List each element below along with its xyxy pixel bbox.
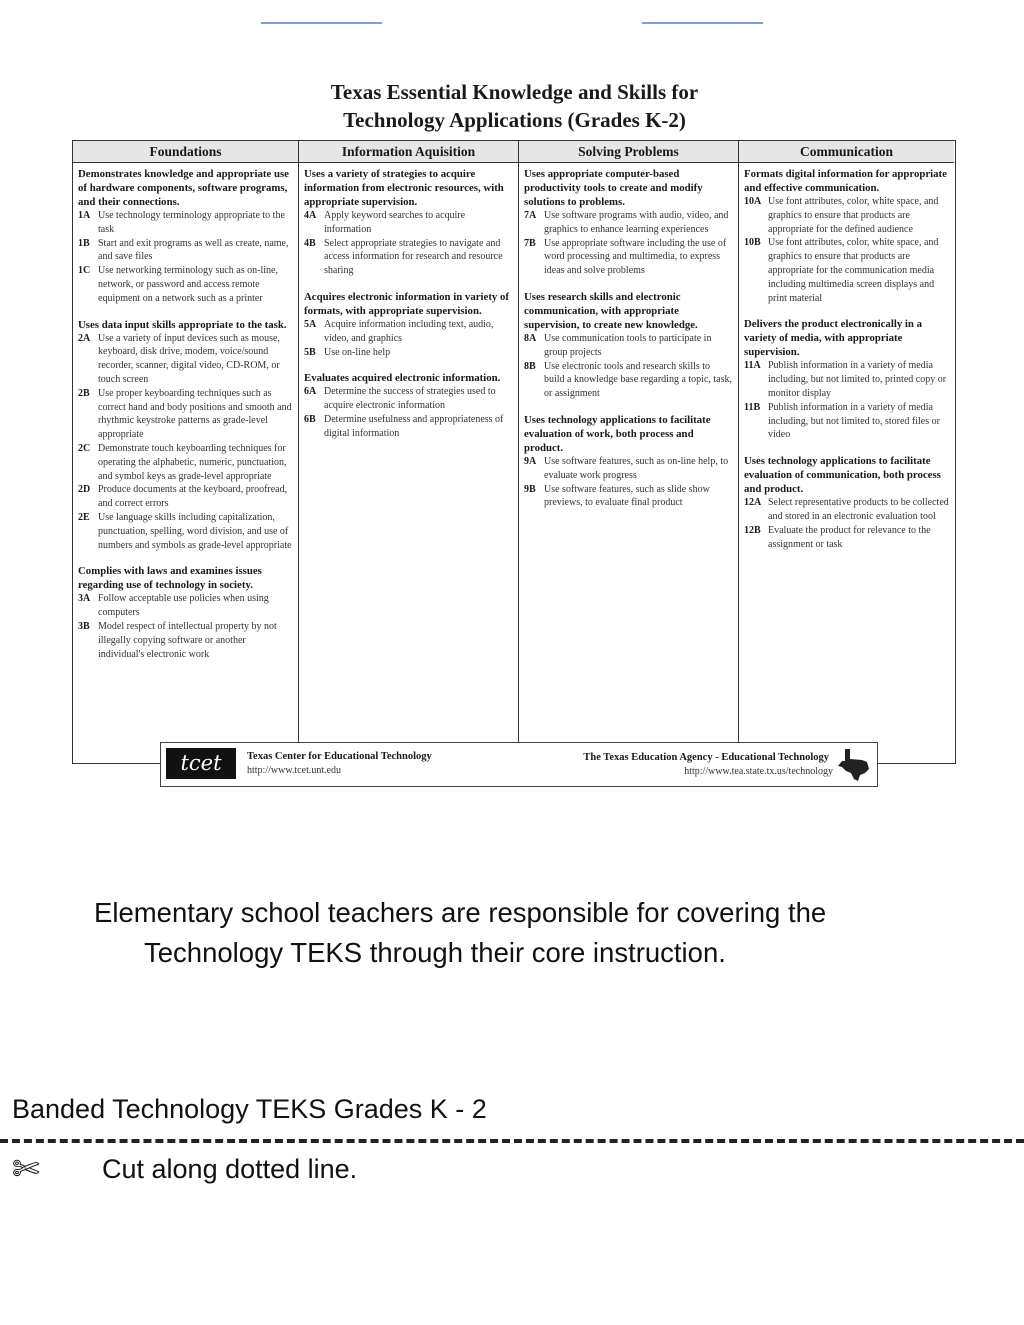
item-code: 2B — [78, 387, 90, 399]
item-code: 1C — [78, 265, 91, 277]
teks-item — [744, 195, 949, 236]
column-header: Information Aquisition — [299, 141, 518, 163]
item-text: Use on-line help — [324, 346, 391, 358]
item-text: Demonstrate touch keyboarding techniques for operating the alphabetic, numeric, punctuation, and symbol keys as grade-level appropriate — [98, 442, 287, 482]
item-code: 12A — [744, 497, 762, 509]
item-text: Determine usefulness and appropriateness of digital information — [324, 413, 504, 439]
tea-name: The Texas Education Agency - Educational Technology — [583, 752, 829, 763]
item-code: 1A — [78, 210, 91, 221]
top-rule-right — [642, 22, 763, 24]
item-code: 3A — [78, 593, 91, 605]
teks-item — [78, 237, 293, 265]
teks-item — [78, 511, 293, 552]
item-text: Use a variety of input devices such as mouse, keyboard, disk drive, modem, voice/sound recorder, scanner, digital video, CD-ROM, or touch screen — [98, 332, 280, 385]
teks-item — [524, 483, 733, 511]
item-text: Start and exit programs as well as create, name, and save files — [98, 237, 289, 263]
item-text: Model respect of intellectual property by not illegally copying software or another individual's electronic work — [98, 620, 277, 660]
item-text: Apply keyword searches to acquire information — [324, 210, 466, 235]
section-heading: Demonstrates knowledge and appropriate use of hardware components, software programs, and their connections. — [78, 168, 289, 208]
teks-table — [72, 140, 956, 764]
top-rule-left — [261, 22, 382, 24]
column-header: Foundations — [73, 141, 298, 163]
item-code: 5B — [304, 346, 316, 358]
item-code: 11A — [744, 360, 761, 372]
item-text: Use technology terminology appropriate to the task — [98, 210, 285, 235]
teks-item — [304, 209, 513, 237]
teks-item — [524, 237, 733, 278]
teks-item — [304, 318, 513, 346]
teks-item — [744, 496, 949, 524]
column-solving-problems — [518, 141, 738, 763]
title-line-2: Technology Applications (Grades K-2) — [343, 108, 686, 132]
item-text: Use font attributes, color, white space, and graphics to ensure that products are appropriate for the communication media including multimedia screen displays and print material — [768, 237, 939, 304]
banded-title: Banded Technology TEKS Grades K - 2 — [12, 1094, 487, 1124]
section-heading: Uses a variety of strategies to acquire information from electronic resources, with appropriate supervision. — [304, 168, 504, 208]
item-code: 12B — [744, 524, 761, 536]
column-foundations — [73, 141, 298, 763]
teks-item — [304, 413, 513, 441]
teks-item — [78, 387, 293, 442]
teks-item — [78, 442, 293, 483]
item-text: Evaluate the product for relevance to the assignment or task — [768, 524, 931, 550]
section-heading: Uses appropriate computer-based productivity tools to create and modify solutions to problems. — [524, 168, 703, 208]
item-code: 2C — [78, 442, 91, 454]
item-text: Follow acceptable use policies when using computers — [98, 593, 269, 619]
item-text: Publish information in a variety of media including, but not limited to, printed copy or monitor display — [768, 360, 947, 399]
item-code: 6B — [304, 413, 316, 425]
teks-item — [78, 483, 293, 511]
tcet-url: http://www.tcet.unt.edu — [247, 765, 342, 776]
item-text: Use software programs with audio, video, and graphics to enhance learning experiences — [544, 210, 729, 235]
statement-line-1: Elementary school teachers are responsible for covering the — [94, 897, 827, 928]
item-code: 4B — [304, 237, 316, 249]
item-text: Use communication tools to participate in group projects — [544, 332, 712, 358]
teks-item — [304, 385, 513, 413]
cut-line — [0, 1139, 1024, 1143]
column-communication — [738, 141, 954, 763]
item-text: Produce documents at the keyboard, proofread, and correct errors — [98, 484, 288, 510]
tcet-name: Texas Center for Educational Technology — [247, 751, 432, 762]
texas-map-icon — [836, 747, 872, 783]
item-text: Publish information in a variety of media including, but not limited to, stored files or video — [768, 401, 940, 441]
item-code: 8A — [524, 332, 537, 344]
item-text: Select representative products to be collected and stored in an electronic evaluation tool — [768, 497, 949, 522]
teks-item — [78, 264, 293, 305]
document-title — [72, 78, 957, 134]
item-text: Use software features, such as slide show previews, to evaluate final product — [544, 483, 710, 509]
teks-item — [78, 209, 293, 237]
teks-item — [744, 359, 949, 400]
cut-instruction: Cut along dotted line. — [102, 1154, 358, 1184]
item-text: Determine the success of strategies used to acquire electronic information — [324, 386, 496, 412]
title-line-1: Texas Essential Knowledge and Skills for — [330, 80, 699, 104]
item-text: Use font attributes, color, white space, and graphics to ensure that products are appropriate for the defined audience — [768, 196, 939, 235]
item-code: 9B — [524, 483, 536, 495]
item-code: 5A — [304, 318, 317, 330]
item-code: 2E — [78, 511, 90, 523]
column-header: Solving Problems — [519, 141, 738, 163]
item-text: Use software features, such as on-line help, to evaluate work progress — [544, 455, 729, 481]
item-text: Use electronic tools and research skills to build a knowledge base regarding a topic, task, or assignment — [544, 360, 732, 400]
section-heading: Uses research skills and electronic communication, with appropriate supervision, to create new knowledge. — [524, 290, 698, 331]
item-code: 11B — [744, 401, 761, 413]
column-information-aquisition — [298, 141, 518, 763]
teks-item — [304, 237, 513, 278]
section-heading: Delivers the product electronically in a variety of media, with appropriate supervision. — [744, 318, 923, 359]
item-text: Select appropriate strategies to navigate and access information for research and resource sharing — [324, 237, 503, 277]
item-text: Acquire information including text, audio, video, and graphics — [324, 318, 494, 344]
column-body — [73, 163, 298, 661]
statement — [94, 893, 924, 973]
teks-item — [524, 455, 733, 483]
item-code: 6A — [304, 386, 317, 398]
column-body — [519, 163, 738, 510]
item-code: 1B — [78, 237, 90, 249]
teks-item — [304, 346, 513, 360]
teks-item — [744, 401, 949, 442]
item-code: 4A — [304, 210, 317, 221]
teks-item — [744, 524, 949, 552]
item-code: 7A — [524, 210, 537, 221]
item-text: Use appropriate software including the use of word processing and multimedia, to express ideas and solve problems — [544, 237, 727, 277]
item-code: 10A — [744, 196, 762, 207]
column-header: Communication — [739, 141, 954, 163]
column-body — [299, 163, 518, 441]
teks-item — [78, 332, 293, 387]
tea-url: http://www.tea.state.tx.us/technology — [684, 766, 833, 777]
section-heading: Complies with laws and examines issues regarding use of technology in society. — [78, 565, 262, 592]
item-code: 2A — [78, 332, 91, 344]
tcet-logo: tcet — [166, 748, 236, 779]
item-code: 7B — [524, 237, 536, 249]
teks-item — [524, 209, 733, 237]
teks-item — [524, 332, 733, 360]
item-code: 8B — [524, 360, 536, 372]
column-body — [739, 163, 954, 551]
item-code: 3B — [78, 620, 90, 632]
section-heading: Acquires electronic information in variety of formats, with appropriate supervision. — [304, 290, 510, 317]
item-code: 2D — [78, 484, 91, 496]
item-code: 10B — [744, 237, 761, 249]
section-heading: Evaluates acquired electronic information. — [304, 372, 501, 385]
table-footer — [160, 742, 878, 787]
statement-line-2: Technology TEKS through their core instruction. — [144, 937, 726, 968]
section-heading: Formats digital information for appropriate and effective communication. — [744, 168, 947, 194]
item-text: Use language skills including capitalization, punctuation, spelling, word division, and use of numbers and symbols as grade-level appropriate — [98, 511, 292, 551]
item-code: 9A — [524, 455, 537, 467]
teks-item — [744, 236, 949, 305]
section-heading: Uses data input skills appropriate to the task. — [78, 318, 287, 331]
teks-item — [78, 592, 293, 620]
item-text: Use proper keyboarding techniques such as correct hand and body positions and smooth and rhythmic keystroke patterns as grade-level appropriate — [98, 387, 292, 441]
teks-item — [524, 360, 733, 401]
section-heading: Uses technology applications to facilitate evaluation of work, both process and product. — [524, 413, 711, 454]
section-heading: Uses technology applications to facilitate evaluation of communication, both process and product. — [744, 455, 941, 496]
item-text: Use networking terminology such as on-line, network, or password and access remote equipment on a network such as a printer — [98, 265, 278, 304]
scissors-icon: ✄ — [12, 1152, 40, 1188]
teks-item — [78, 620, 293, 661]
